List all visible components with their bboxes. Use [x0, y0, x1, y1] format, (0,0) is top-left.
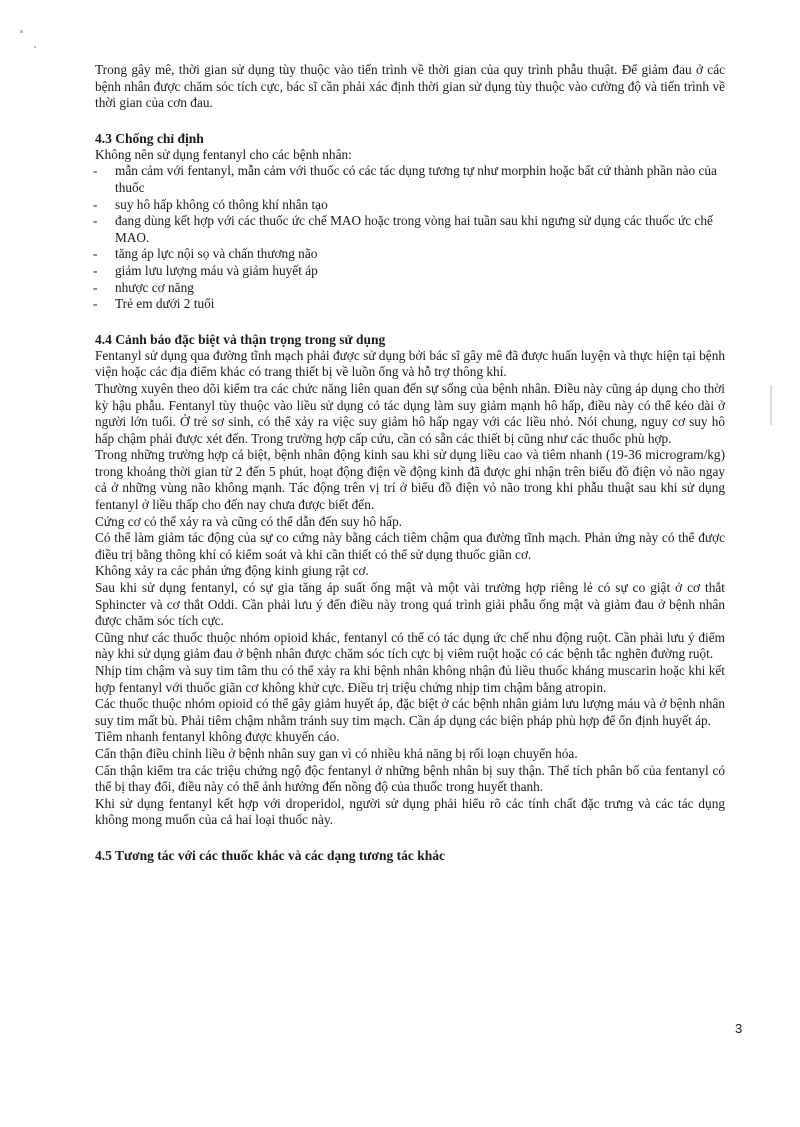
section-title: 4.3 Chống chỉ định — [95, 130, 204, 146]
list-item: - đang dùng kết hợp với các thuốc ức chế MAO hoặc trong vòng hai tuần sau khi ngưng sử dụng các thuốc ức chế MAO. — [95, 213, 725, 246]
list-item: - Trẻ em dưới 2 tuổi — [95, 296, 725, 313]
document-page — [95, 62, 725, 864]
paragraph: Trong những trường hợp cá biệt, bệnh nhân động kinh sau khi sử dụng liều cao và tiêm nhanh (19-36 microgram/kg) trong khoảng thời gian từ 2 đến 5 phút, hoạt động điện về động kinh đã được ghi nhận trên biểu đồ điện vỏ não ngay cả ở những vùng não không mạnh. Tác động trên vị trí ở biểu đồ điện vỏ não trong khi phẫu thuật sau khi sử dụng fentanyl ở liều thấp cho đến nay chưa được biết đến. — [95, 447, 725, 513]
section-title: 4.4 Cảnh báo đặc biệt và thận trọng trong sử dụng — [95, 331, 386, 347]
paragraph: Fentanyl sử dụng qua đường tĩnh mạch phải được sử dụng bởi bác sĩ gây mê đã được huấn luyện và thực hiện tại bệnh viện hoặc các địa điểm khác có trang thiết bị về luồn ống và hỗ trợ thông khí. — [95, 347, 725, 380]
section-4-4 — [95, 331, 725, 829]
section-4-3 — [95, 130, 725, 313]
paragraph: Không xảy ra các phản ứng động kinh giung rật cơ. — [95, 563, 369, 579]
list-item: - nhược cơ năng — [95, 280, 725, 297]
list-item: - tăng áp lực nội sọ và chấn thương não — [95, 246, 725, 263]
list-item: - giảm lưu lượng máu và giảm huyết áp — [95, 263, 725, 280]
paragraph: Cẩn thận kiểm tra các triệu chứng ngộ độc fentanyl ở những bệnh nhân bị suy thận. Thể tích phân bố của fentanyl có thể bị thay đổi, điều này có thể ảnh hưởng đến nồng độ của thuốc trong huyết thanh. — [95, 762, 725, 795]
paragraph: Cứng cơ có thể xảy ra và cũng có thể dẫn đến suy hô hấp. — [95, 513, 403, 529]
section-lead: Không nên sử dụng fentanyl cho các bệnh nhân: — [95, 146, 352, 162]
paragraph: Khi sử dụng fentanyl kết hợp với droperidol, người sử dụng phải hiểu rõ các tính chất đặc trưng và các tác dụng không mong muốn của cả hai loại thuốc này. — [95, 795, 725, 828]
scan-speck — [20, 30, 23, 33]
list-item: - mẫn cảm với fentanyl, mẫn cảm với thuốc có các tác dụng tương tự như morphin hoặc bất cứ thành phần nào của thuốc — [95, 163, 725, 196]
paragraph: Cẩn thận điều chỉnh liều ở bệnh nhân suy gan vì có nhiều khả năng bị rối loạn chuyển hóa. — [95, 745, 578, 761]
paragraph: Nhịp tim chậm và suy tim tâm thu có thể xảy ra khi bệnh nhân không nhận đủ liều thuốc kháng muscarin hoặc khi kết hợp fentanyl với thuốc giãn cơ không khử cực. Điều trị triệu chứng nhịp tim chậm bằng atropin. — [95, 663, 725, 695]
intro-paragraph: Trong gây mê, thời gian sử dụng tùy thuộc vào tiến trình về thời gian của quy trình phẫu thuật. Để giảm đau ở các bệnh nhân được chăm sóc tích cực, bác sĩ cần phải xác định thời gian sử dụng tùy thuộc vào cường độ và tiến trình về thời gian của cơn đau. — [95, 62, 725, 111]
scan-speck — [770, 385, 772, 425]
section-4-5 — [95, 847, 725, 864]
paragraph: Các thuốc thuộc nhóm opioid có thể gây giảm huyết áp, đặc biệt ở các bệnh nhân giảm lưu lượng máu và ở bệnh nhân suy tim mất bù. Phải tiêm chậm nhằm tránh suy tim mạch. Cần áp dụng các biện pháp phù hợp để ổn định huyết áp. — [95, 696, 725, 728]
paragraph: Cũng như các thuốc thuộc nhóm opioid khác, fentanyl có thể có tác dụng ức chế nhu động ruột. Cần phải lưu ý điểm này khi sử dụng giảm đau ở bệnh nhân được chăm sóc tích cực bị viêm ruột hoặc có các bệnh tắc nghẽn đường ruột. — [95, 629, 725, 662]
section-title: 4.5 Tương tác với các thuốc khác và các dạng tương tác khác — [95, 847, 446, 863]
paragraph: Tiêm nhanh fentanyl không được khuyến cáo. — [95, 729, 340, 745]
contraindication-list — [95, 163, 725, 312]
paragraph: Sau khi sử dụng fentanyl, có sự gia tăng áp suất ống mật và một vài trường hợp riêng lẻ có sự co giật ở cơ thắt Sphincter và cơ thắt Oddi. Cần phải lưu ý đến điều này trong quá trình giải phẫu ống mật và giảm đau ở bệnh nhân được chăm sóc tích cực. — [95, 580, 725, 629]
list-item: - suy hô hấp không có thông khí nhân tạo — [95, 197, 725, 214]
paragraph: Có thể làm giảm tác động của sự co cứng này bằng cách tiêm chậm qua đường tĩnh mạch. Phản ứng này có thể được điều trị bằng thông khí có kiểm soát và khi cần thiết có thể sử dụng thuốc giãn cơ. — [95, 530, 725, 562]
paragraph: Thường xuyên theo dõi kiểm tra các chức năng liên quan đến sự sống của bệnh nhân. Điều này cũng áp dụng cho thời kỳ hậu phẫu. Fentanyl tùy thuộc vào liều sử dụng có tác dụng làm suy giảm mạnh hô hấp, điều này có thể kéo dài ở người lớn tuổi. Ở trẻ sơ sinh, có thể xảy ra việc suy giảm hô hấp ngay với các liều nhỏ. Nói chung, nguy cơ suy hô hấp chậm phải được xét đến. Trong trường hợp cấp cứu, cần có sẵn các thiết bị cũng như các thuốc phù hợp. — [95, 380, 725, 446]
scan-speck — [34, 46, 36, 48]
page-number: 3 — [735, 1021, 743, 1036]
